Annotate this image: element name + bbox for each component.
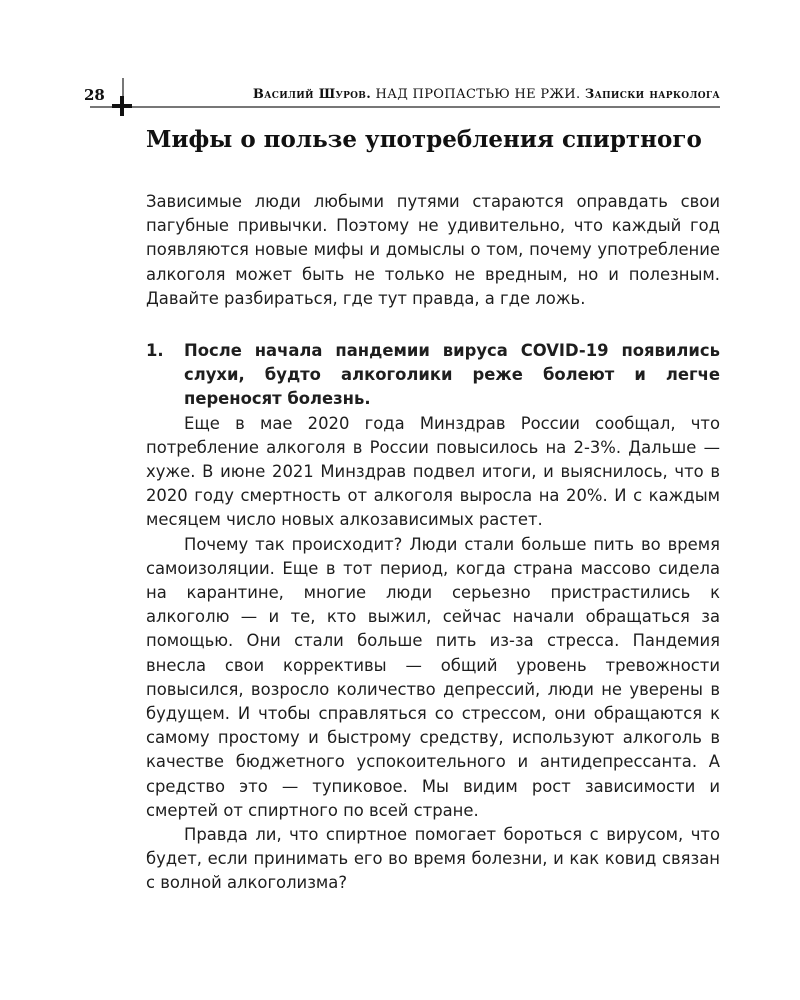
crosshair-mark-icon [112, 96, 132, 116]
body-paragraph: Почему так происходит? Люди стали больше пить во время самоизоляции. Еще в тот период, когда страна массово сидела на карантине, многие люди серьезно пристрастились к алкоголю — и те, кто выжил, сейчас начали обращаться за помощью. Они стали больше пить из-за стресса. Пандемия внесла свои коррективы — общий уровень тревожности повысился, возросло количество депрессий, люди не уверены в будущем. И чтобы справляться со стрессом, они обращаются к самому простому и быстрому средству, используют алкоголь в качестве бюджетного успокоительного и антидепрессанта. А средство это — тупиковое. Мы видим рост зависимости и смертей от спиртного по всей стране. [146, 534, 720, 820]
myth-item-1 [146, 339, 720, 412]
running-header-subtitle: Записки нарколога [584, 87, 720, 102]
section-title: Мифы о пользе употребления спиртного [146, 126, 702, 153]
page-number: 28 [84, 86, 105, 104]
running-header [253, 87, 720, 102]
intro-paragraph: Зависимые люди любыми путями стараются оправдать свои пагубные привычки. Поэтому не удивительно, что каждый год появляются новые мифы и домыслы о том, почему употребление алкоголя может быть не только не вредным, но и полезным. Давайте разбираться, где тут правда, а где ложь. [146, 192, 720, 308]
header-rule [90, 106, 720, 108]
myth-item-number: 1. [146, 341, 164, 361]
body-paragraph: Правда ли, что спиртное помогает бороться с вирусом, что будет, если принимать его во время болезни, и как ковид связан с волной алкоголизма? [146, 825, 720, 893]
running-header-author: Василий Шуров. [252, 87, 372, 102]
myth-item-heading: После начала пандемии вируса COVID-19 появились слухи, будто алкоголики реже болеют и легче переносят болезнь. [184, 341, 720, 409]
page-body [146, 190, 720, 896]
body-paragraph: Еще в мае 2020 года Минздрав России сообщал, что потребление алкоголя в России повысилось на 2-3%. Дальше — хуже. В июне 2021 Минздрав подвел итоги, и выяснилось, что в 2020 году смертность от алкоголя выросла на 20%. И с каждым месяцем число новых алкозависимых растет. [146, 413, 720, 530]
running-header-title: НАД ПРОПАСТЬЮ НЕ РЖИ. [375, 87, 581, 102]
